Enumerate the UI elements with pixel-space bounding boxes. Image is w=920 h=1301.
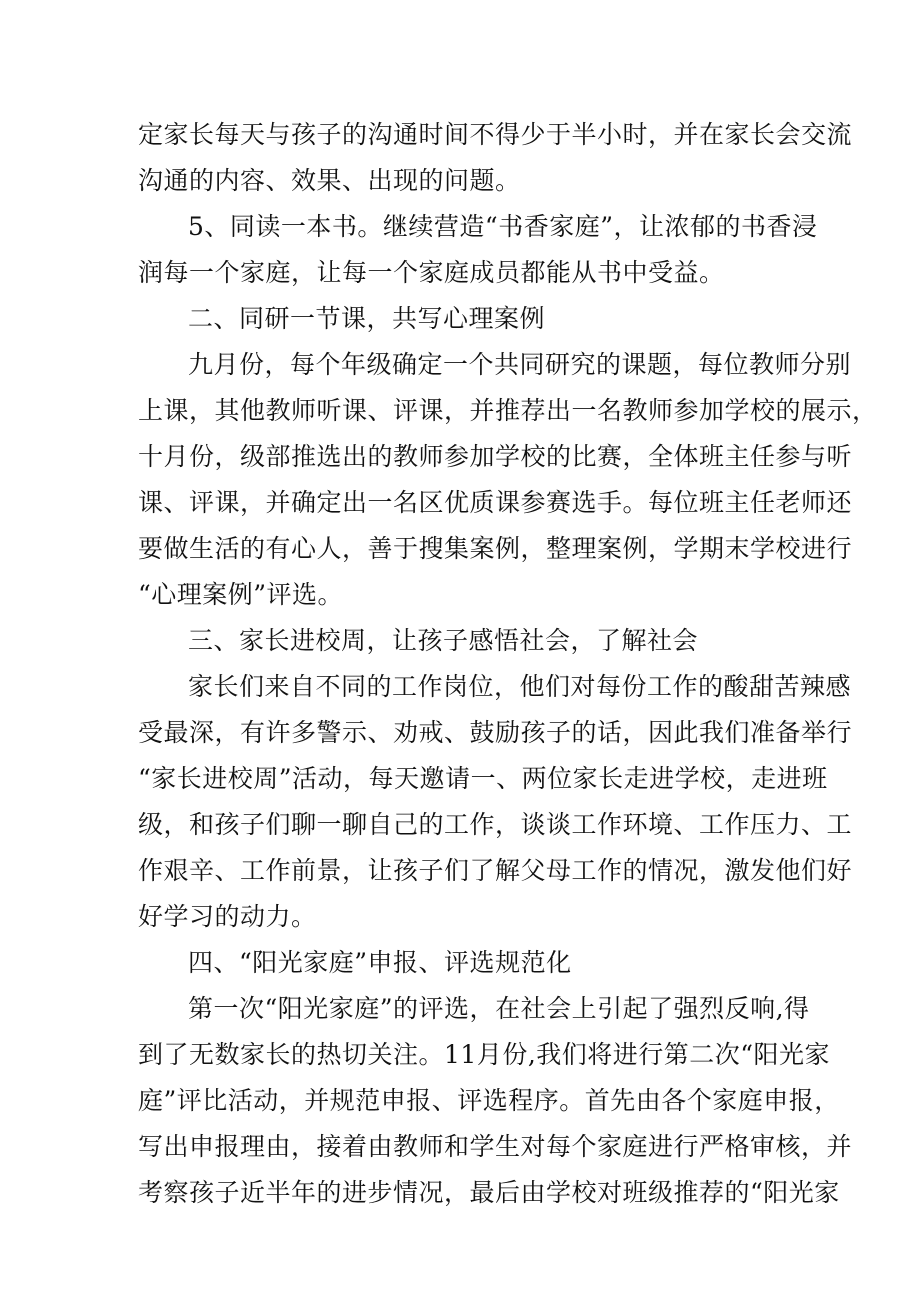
text-line: 写出申报理由，接着由教师和学生对每个家庭进行严格审核，并 bbox=[138, 1132, 853, 1161]
text-line: 课、评课，并确定出一名区优质课参赛选手。每位班主任老师还 bbox=[138, 488, 853, 517]
text-line: “心理案例”评选。 bbox=[138, 580, 344, 609]
text-line: 润每一个家庭，让每一个家庭成员都能从书中受益。 bbox=[138, 258, 725, 287]
text-line: 考察孩子近半年的进步情况，最后由学校对班级推荐的“阳光家 bbox=[138, 1178, 840, 1207]
text-line: 定家长每天与孩子的沟通时间不得少于半小时，并在家长会交流 bbox=[138, 120, 853, 149]
text-line: 九月份，每个年级确定一个共同研究的课题，每位教师分别 bbox=[188, 350, 852, 379]
text-line: 家长们来自不同的工作岗位，他们对每份工作的酸甜苦辣感 bbox=[188, 672, 852, 701]
text-line: 好学习的动力。 bbox=[138, 902, 317, 931]
text-line: 级，和孩子们聊一聊自己的工作，谈谈工作环境、工作压力、工 bbox=[138, 810, 853, 839]
text-line: 第一次“阳光家庭”的评选，在社会上引起了强烈反响,得 bbox=[188, 994, 810, 1023]
text-line: 上课，其他教师听课、评课，并推荐出一名教师参加学校的展示， bbox=[138, 396, 878, 425]
section-heading: 三、家长进校周，让孩子感悟社会，了解社会 bbox=[188, 626, 699, 655]
text-line: 5、同读一本书。继续营造“书香家庭”，让浓郁的书香浸 bbox=[188, 212, 818, 241]
text-line: 庭”评比活动，并规范申报、评选程序。首先由各个家庭申报， bbox=[138, 1086, 840, 1115]
text-line: 十月份，级部推选出的教师参加学校的比赛，全体班主任参与听 bbox=[138, 442, 853, 471]
text-line: 沟通的内容、效果、出现的问题。 bbox=[138, 166, 521, 195]
section-heading: 四、“阳光家庭”申报、评选规范化 bbox=[188, 948, 572, 977]
document-page bbox=[138, 112, 878, 1216]
text-line: 作艰辛、工作前景，让孩子们了解父母工作的情况，激发他们好 bbox=[138, 856, 853, 885]
text-line: “家长进校周”活动，每天邀请一、两位家长走进学校，走进班 bbox=[138, 764, 828, 793]
section-heading: 二、同研一节课，共写心理案例 bbox=[188, 304, 546, 333]
text-line: 到了无数家长的热切关注。11月份,我们将进行第二次“阳光家 bbox=[138, 1040, 831, 1069]
text-line: 受最深，有许多警示、劝戒、鼓励孩子的话，因此我们准备举行 bbox=[138, 718, 853, 747]
text-line: 要做生活的有心人，善于搜集案例，整理案例，学期末学校进行 bbox=[138, 534, 853, 563]
